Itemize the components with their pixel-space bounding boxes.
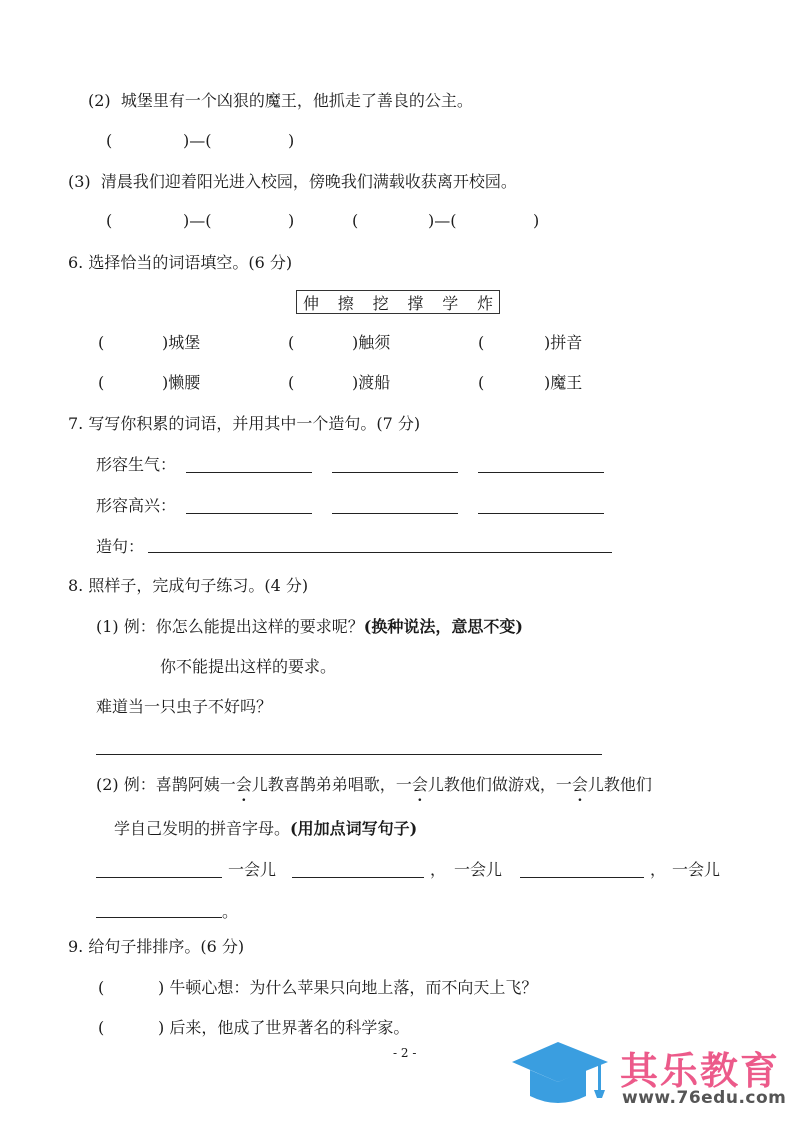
q7-happy-blank-2[interactable] — [332, 513, 458, 514]
q6-blank-open[interactable]: ( — [98, 373, 105, 392]
q6-row1-item1: )城堡 — [162, 333, 201, 352]
q8-item-1-example — [96, 617, 523, 637]
watermark-logo — [508, 1036, 788, 1116]
q8-item-2-instruction: (用加点词写句子) — [290, 819, 418, 838]
q9-order-blank-open[interactable]: ( — [98, 1018, 105, 1037]
q8-item-2-blank-2[interactable] — [292, 877, 424, 878]
q8-item-2-blank-1[interactable] — [96, 877, 222, 878]
q7-angry-blank-3[interactable] — [478, 472, 604, 473]
q7-label-sentence: 造句： — [96, 537, 145, 556]
q8-item-1-instruction: (换种说法，意思不变) — [363, 617, 523, 636]
q6-row2-item3: )魔王 — [544, 373, 583, 392]
q6-blank-open[interactable]: ( — [98, 333, 105, 352]
q8-item-2-label: (2) 例： — [96, 775, 156, 794]
q7-angry-blank-2[interactable] — [332, 472, 458, 473]
q5-item-2-answer-close[interactable]: ) — [288, 131, 295, 150]
q8-item-2-blank-4[interactable] — [96, 917, 222, 918]
page-number: - 2 - — [393, 1046, 417, 1060]
dotted-word: 一会儿 — [395, 775, 444, 794]
q5-item-3-answer1-close[interactable]: ) — [288, 211, 295, 230]
q7-happy-blank-3[interactable] — [478, 513, 604, 514]
q5-item-2-label: (2) — [88, 91, 111, 110]
q8-item-1-question: 难道当一只虫子不好吗？ — [96, 697, 273, 716]
q8-item-1-example-text: 你怎么能提出这样的要求呢？ — [155, 617, 364, 636]
q6-row1-item3: )拼音 — [544, 333, 583, 352]
q8-title: 8. 照样子，完成句子练习。(4 分) — [68, 576, 309, 595]
graduation-cap-icon — [508, 1036, 618, 1116]
q5-item-2-answer-open[interactable]: ( — [106, 131, 113, 150]
q6-blank-open[interactable]: ( — [288, 373, 295, 392]
word-bank-item: 擦 — [337, 293, 354, 313]
q8-item-1-answer-line[interactable] — [96, 754, 602, 755]
q8-item-1-answer-example: 你不能提出这样的要求。 — [160, 657, 337, 676]
q6-row2-item1: )懒腰 — [162, 373, 201, 392]
q5-item-2-answer-sep: )—( — [183, 131, 212, 150]
watermark-brand: 其乐教育 — [620, 1049, 781, 1093]
q5-item-3-answer1-open[interactable]: ( — [106, 211, 113, 230]
q8-item-2-example: (2) 例：喜鹊阿姨一会儿教喜鹊弟弟唱歌，一会儿教他们做游戏，一会儿教他们 — [96, 775, 652, 794]
q6-title: 6. 选择恰当的词语填空。(6 分) — [68, 253, 293, 272]
q6-blank-open[interactable]: ( — [478, 373, 485, 392]
q5-item-3-answer2-open[interactable]: ( — [352, 211, 359, 230]
q6-blank-open[interactable]: ( — [288, 333, 295, 352]
q8-item-1-label: (1) 例： — [96, 617, 156, 636]
q8-comma: ， — [650, 860, 667, 879]
q5-item-3-label: (3) — [68, 172, 91, 191]
q9-order-blank-open[interactable]: ( — [98, 978, 105, 997]
q6-row2-item2: )渡船 — [352, 373, 391, 392]
q7-happy-blank-1[interactable] — [186, 513, 312, 514]
q7-sentence-blank[interactable] — [148, 552, 612, 553]
q8-fill-word: 一会儿 — [454, 860, 503, 879]
dotted-word: 一会儿 — [555, 775, 604, 794]
q8-item-2-blank-3[interactable] — [520, 877, 644, 878]
q6-blank-open[interactable]: ( — [478, 333, 485, 352]
word-bank-item: 伸 — [303, 293, 320, 313]
q5-item-3-answer2-close[interactable]: ) — [533, 211, 540, 230]
q5-item-3-answer1-sep: )—( — [183, 211, 212, 230]
q5-item-3 — [68, 172, 517, 192]
q7-title: 7. 写写你积累的词语，并用其中一个造句。(7 分) — [68, 414, 421, 433]
q8-item-2-line2: 学自己发明的拼音字母。(用加点词写句子) — [114, 819, 418, 838]
q6-word-bank — [296, 290, 500, 314]
q6-row1-item2: )触须 — [352, 333, 391, 352]
q5-item-2-text: 城堡里有一个凶狠的魔王，他抓走了善良的公主。 — [120, 91, 473, 110]
q9-item: ) 后来，他成了世界著名的科学家。 — [158, 1018, 410, 1037]
q8-period: 。 — [222, 902, 239, 921]
dotted-word: 一会儿 — [219, 775, 268, 794]
q5-item-3-answer2-sep: )—( — [428, 211, 457, 230]
q7-label-angry: 形容生气： — [96, 455, 177, 474]
word-bank-item: 挖 — [372, 293, 389, 313]
q9-title: 9. 给句子排排序。(6 分) — [68, 937, 245, 956]
watermark-url: www.76edu.com — [622, 1088, 787, 1108]
q7-label-happy: 形容高兴： — [96, 496, 177, 515]
q8-fill-word: 一会儿 — [672, 860, 721, 879]
q8-fill-word: 一会儿 — [228, 860, 277, 879]
q9-item: ) 牛顿心想：为什么苹果只向地上落，而不向天上飞？ — [158, 978, 538, 997]
q5-item-2 — [88, 91, 473, 111]
word-bank-item: 炸 — [476, 293, 493, 313]
word-bank-item: 撑 — [407, 293, 424, 313]
q8-comma: ， — [430, 860, 447, 879]
q5-item-3-text: 清晨我们迎着阳光进入校园，傍晚我们满载收获离开校园。 — [100, 172, 517, 191]
q7-angry-blank-1[interactable] — [186, 472, 312, 473]
word-bank-item: 学 — [442, 293, 459, 313]
